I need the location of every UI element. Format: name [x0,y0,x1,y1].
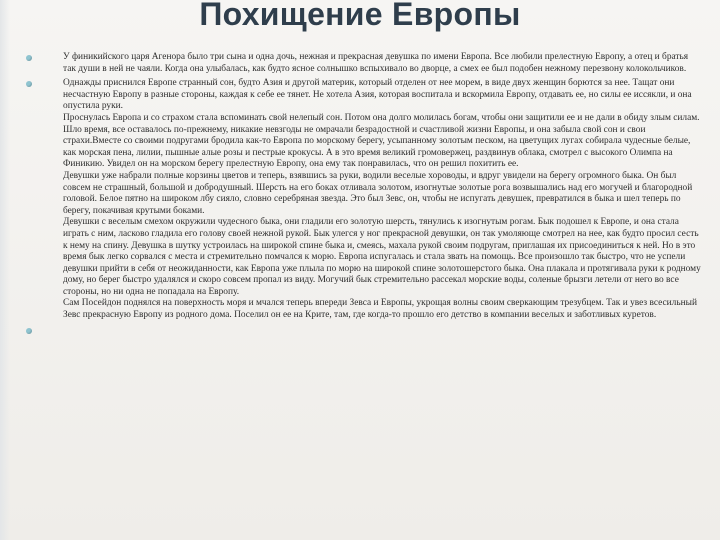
bullet-item-3 [26,325,702,337]
bullet-dot-icon [26,55,32,61]
bullet-paragraph: Проснулась Европа и со страхом стала вспоминать свой нелепый сон. Потом она долго молилась богам, чтобы они защитили ее и не дали в обиду злым силам. Шло время, все оставалось по-прежнему, никакие невзгоды не омрачали безрадостной и счастливой жизни Европы, и она забыла свой сон и свои страхи.Вместе со своими подругами бродила как-то Европа по морскому берегу, усыпанному золотым песком, на цветущих лугах собирала чудесные белые, как морская пена, лилии, пышные алые розы и пестрые крокусы. А в это время великий громовержец, раздвинув облака, смотрел с высокого Олимпа на Финикию. Увидел он на морском берегу прелестную Европу, она ему так понравилась, что он решил похитить ее. [63,112,700,170]
bullet-dot-icon [26,81,32,87]
bullet-paragraph: Однажды приснился Европе странный сон, будто Азия и другой материк, который отделен от нее морем, в виде двух женщин борются за нее. Тащат они несчастную Европу в разные стороны, каждая к себе ее тянет. Не хотела Азия, которая воспитала и вскормила Европу, отдавать ее, но силы ее иссякли, и она опустила руки. [63,78,692,112]
bullet-paragraph: У финикийского царя Агенора было три сына и одна дочь, нежная и прекрасная девушка по имени Европа. Все любили прелестную Европу, а отец и братья так души в ней не чаяли. Когда она улыбалась, как будто ясное солнышко вспыхивало во дворце, а смех ее был подобен нежному перезвону колокольчиков. [63,52,689,74]
slide-content [26,52,702,532]
bullet-item-2 [26,78,702,321]
bullet-paragraph: Девушки уже набрали полные корзины цветов и теперь, взявшись за руки, водили веселые хороводы, и вдруг увидели на берегу огромного быка. Он был совсем не страшный, большой и добродушный. Шерсть на его боках отливала золотом, изогнутые золотые рога возвышались над его могучей и благородной головой. Белое пятно на широком лбу сияло, словно серебряная звезда. Это был Зевс, он, чтобы не испугать девушек, превратился в быка и шел теперь по берегу, покачивая крутыми боками. [63,170,693,216]
bullet-dot-icon [26,328,32,334]
slide-title: Похищение Европы [199,0,521,32]
slide-frame-decoration [0,0,10,540]
bullet-paragraph: Сам Посейдон поднялся на поверхность моря и мчался теперь впереди Зевса и Европы, укрощая волны своим сверкающим трезубцем. Так и увез всесильный Зевс прекрасную Европу из родного дома. Поселил он ее на Крите, там, где когда-то прошло его детство в компании веселых и заботливых куретов. [63,298,697,321]
bullet-item-1 [26,52,702,75]
bullet-paragraph: Девушки с веселым смехом окружили чудесного быка, они гладили его золотую шерсть, тянулись к изогнутым рогам. Бык подошел к Европе, и она стала играть с ним, ласково гладила его голову своей нежной рукой. Бык улегся у ног прекрасной девушки, он так умоляюще смотрел на нее, как будто просил сесть к нему на спину. Девушка в шутку устроилась на широкой спине быка и, смеясь, махала рукой своим подругам, приглашая их присоединиться к ней. Но в это время бык легко сорвался с места и стремительно помчался к морю. Европа испугалась и стала звать на помощь. Все произошло так быстро, что не успели девушки прийти в себя от неожиданности, как Европа уже плыла по морю на широкой спине золотошерстого быка. Она плакала и протягивала руки к родному дому, но берег быстро удалялся и скоро совсем пропал из виду. Могучий бык стремительно рассекал морские воды, соленые брызги летели от него во все стороны, но ни одна не попадала на Европу. [63,217,701,297]
